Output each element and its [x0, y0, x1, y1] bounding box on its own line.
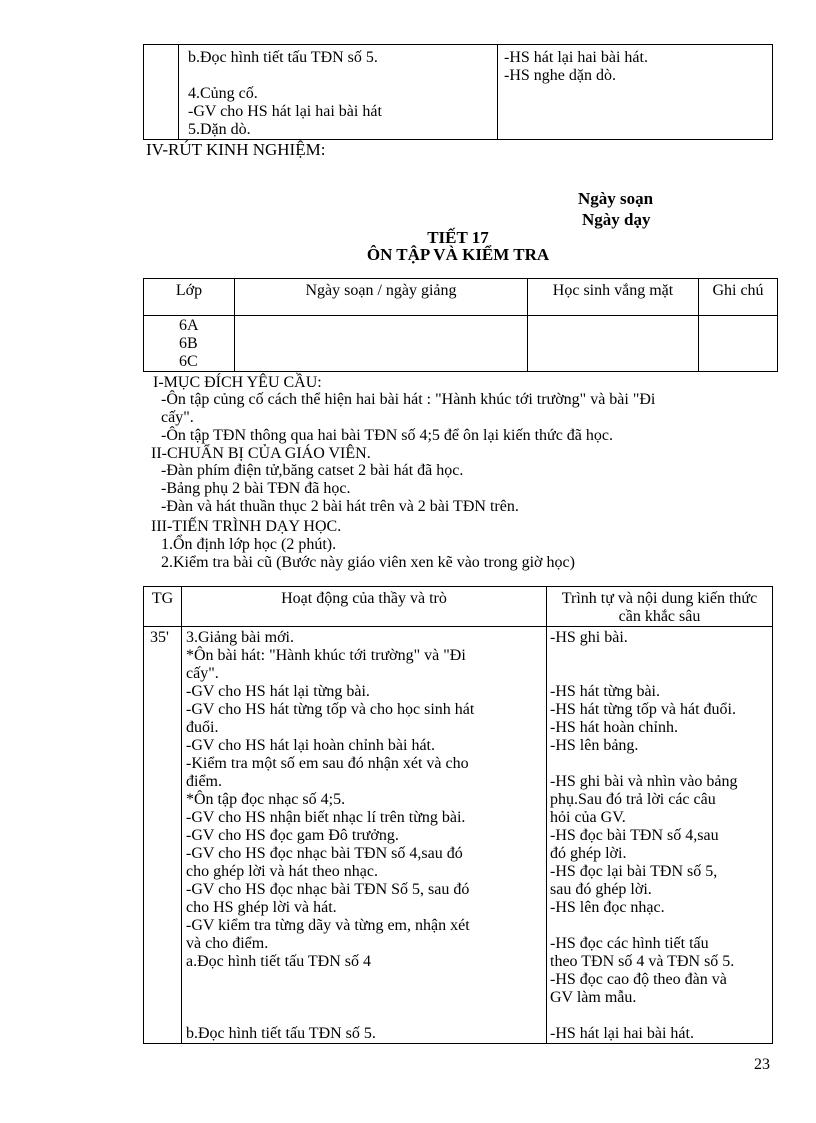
- class-header-lop: Lớp: [144, 279, 235, 316]
- text-line: -HS đọc các hình tiết tấu: [550, 935, 709, 952]
- text-line: -GV cho HS hát lại từng bài.: [186, 683, 370, 700]
- section-2-heading: II-CHUẨN BỊ CỦA GIÁO VIÊN.: [151, 445, 371, 462]
- text-line: b.Đọc hình tiết tấu TĐN số 5.: [188, 49, 378, 66]
- text-line: phụ.Sau đó trả lời các câu: [550, 791, 716, 808]
- text-line: cho ghép lời và hát theo nhạc.: [186, 863, 378, 880]
- text-line: [188, 67, 497, 85]
- lesson-activity-table: [143, 586, 773, 1044]
- text-line: cấy".: [186, 665, 219, 682]
- text-line: -HS hát từng bài.: [550, 683, 660, 700]
- section-3-heading: III-TIẾN TRÌNH DẠY HỌC.: [151, 518, 342, 535]
- text-line: 4.Củng cố.: [188, 85, 258, 102]
- text-line: b.Đọc hình tiết tấu TĐN số 5.: [186, 1025, 376, 1042]
- contents-list: [550, 629, 772, 1043]
- contents-cell: [547, 627, 773, 1044]
- class-list: [179, 317, 234, 371]
- text-line: 1.Ổn định lớp học (2 phút).: [161, 536, 337, 553]
- text-line: -GV cho HS đọc nhạc bài TĐN số 4,sau đó: [186, 845, 463, 862]
- text-line: 2.Kiểm tra bài cũ (Bước này giáo viên xen kẽ vào trong giờ học): [161, 554, 575, 571]
- top-tg-cell: [144, 45, 179, 140]
- text-line: -Ôn tập TĐN thông qua hai bài TĐN số 4;5 để ôn lại kiến thức đã học.: [161, 427, 613, 444]
- ngay-day-label: Ngày dạy: [582, 210, 651, 229]
- text-line: 6C: [179, 353, 198, 370]
- text-line: -HS lên bảng.: [550, 737, 639, 754]
- text-line: -HS lên đọc nhạc.: [550, 899, 665, 916]
- text-line: -Kiểm tra một số em sau đó nhận xét và cho: [186, 755, 469, 772]
- text-line: -Bảng phụ 2 bài TĐN đã học.: [161, 480, 351, 497]
- text-line: -HS đọc cao độ theo đàn và: [550, 971, 727, 988]
- section-1-heading: I-MỤC ĐÍCH YÊU CẦU:: [153, 374, 322, 391]
- text-line: -GV cho HS hát lại hoàn chỉnh bài hát.: [186, 737, 435, 754]
- text-line: [550, 917, 772, 935]
- text-line: -GV cho HS hát từng tốp và cho học sinh hát: [186, 701, 475, 718]
- text-line: -HS nghe dặn dò.: [504, 67, 616, 84]
- class-header-ngay: Ngày soạn / ngày giảng: [235, 279, 528, 316]
- text-line: -GV cho HS đọc gam Đô trưởng.: [186, 827, 399, 844]
- text-line: hỏi của GV.: [550, 809, 626, 826]
- activities-list: [186, 629, 546, 1043]
- top-activities-cell: [179, 45, 498, 140]
- text-line: [550, 647, 772, 665]
- text-line: [550, 755, 772, 773]
- text-line: -GV cho HS đọc nhạc bài TĐN Số 5, sau đó: [186, 881, 470, 898]
- text-line: a.Đọc hình tiết tấu TĐN số 4: [186, 953, 372, 970]
- text-line: -GV cho HS nhận biết nhạc lí trên từng bài.: [186, 809, 466, 826]
- text-line: -HS đọc lại bài TĐN số 5,: [550, 863, 718, 880]
- text-line: -HS ghi bài và nhìn vào bảng: [550, 773, 738, 790]
- text-line: đó ghép lời.: [550, 845, 627, 862]
- text-line: cấy".: [161, 409, 194, 426]
- text-line: 6B: [179, 335, 198, 352]
- text-line: [550, 1007, 772, 1025]
- activities-cell: [182, 627, 547, 1044]
- top-activity-table: [143, 44, 773, 140]
- section-3-lines: [161, 536, 575, 572]
- text-line: -HS hát lại hai bài hát.: [504, 49, 648, 66]
- time-cell: [144, 627, 182, 1044]
- text-line: -Ôn tập củng cố cách thể hiện hai bài hát : "Hành khúc tới trường" và bài "Đi: [161, 391, 656, 408]
- text-line: sau đó ghép lời.: [550, 881, 652, 898]
- text-line: -HS hát từng tốp và hát đuổi.: [550, 701, 736, 718]
- class-header-ghichu: Ghi chú: [699, 279, 778, 316]
- class-table: [143, 278, 778, 372]
- text-line: 5.Dặn dò.: [188, 121, 251, 138]
- text-line: [550, 665, 772, 683]
- text-line: đuổi.: [186, 719, 219, 736]
- text-line: 3.Giảng bài mới.: [186, 629, 294, 646]
- class-dates-cell: [235, 316, 528, 372]
- text-line: -Đàn phím điện tử,băng catset 2 bài hát đã học.: [161, 462, 464, 479]
- text-line: -HS đọc bài TĐN số 4,sau: [550, 827, 719, 844]
- rut-kinh-nghiem-heading: IV-RÚT KINH NGHIỆM:: [146, 140, 326, 159]
- top-left-lines: [188, 49, 497, 139]
- header-noi-dung: Trình tự và nội dung kiến thức cần khắc sâu: [547, 587, 773, 627]
- text-line: -HS hát lại hai bài hát.: [550, 1025, 694, 1042]
- text-line: -GV cho HS hát lại hai bài hát: [188, 103, 382, 120]
- text-line: *Ôn tập đọc nhạc số 4;5.: [186, 791, 346, 808]
- page-title: ÔN TẬP VÀ KIỂM TRA: [366, 245, 550, 264]
- header-hoat-dong: Hoạt động của thầy và trò: [182, 587, 547, 627]
- header-tg: TG: [144, 587, 182, 627]
- page-number: 23: [754, 1056, 770, 1073]
- text-line: [186, 1007, 546, 1025]
- class-notes-cell: [699, 316, 778, 372]
- text-line: GV làm mẫu.: [550, 989, 637, 1006]
- text-line: -Đàn và hát thuần thục 2 bài hát trên và 2 bài TĐN trên.: [161, 498, 519, 515]
- text-line: và cho điểm.: [186, 935, 269, 952]
- text-line: -HS hát hoàn chỉnh.: [550, 719, 678, 736]
- section-2-lines: [161, 462, 519, 516]
- text-line: theo TĐN số 4 và TĐN số 5.: [550, 953, 735, 970]
- ngay-soan-label: Ngày soạn: [578, 189, 654, 208]
- text-line: điểm.: [186, 773, 222, 790]
- text-line: -GV kiểm tra từng dãy và từng em, nhận xét: [186, 917, 470, 934]
- class-list-cell: [144, 316, 235, 372]
- lesson-number: TIẾT 17: [427, 228, 489, 247]
- top-contents-cell: [498, 45, 773, 140]
- text-line: [186, 971, 546, 989]
- text-line: -HS ghi bài.: [550, 629, 628, 646]
- text-line: [186, 989, 546, 1007]
- top-right-lines: [504, 49, 772, 85]
- class-header-vang: Học sinh vắng mặt: [528, 279, 699, 316]
- class-absent-cell: [528, 316, 699, 372]
- text-line: *Ôn bài hát: "Hành khúc tới trường" và "Đi: [186, 647, 466, 664]
- text-line: 6A: [179, 317, 199, 334]
- section-1-lines: [161, 391, 655, 445]
- time-value: 35': [150, 629, 169, 646]
- text-line: cho HS ghép lời và hát.: [186, 899, 337, 916]
